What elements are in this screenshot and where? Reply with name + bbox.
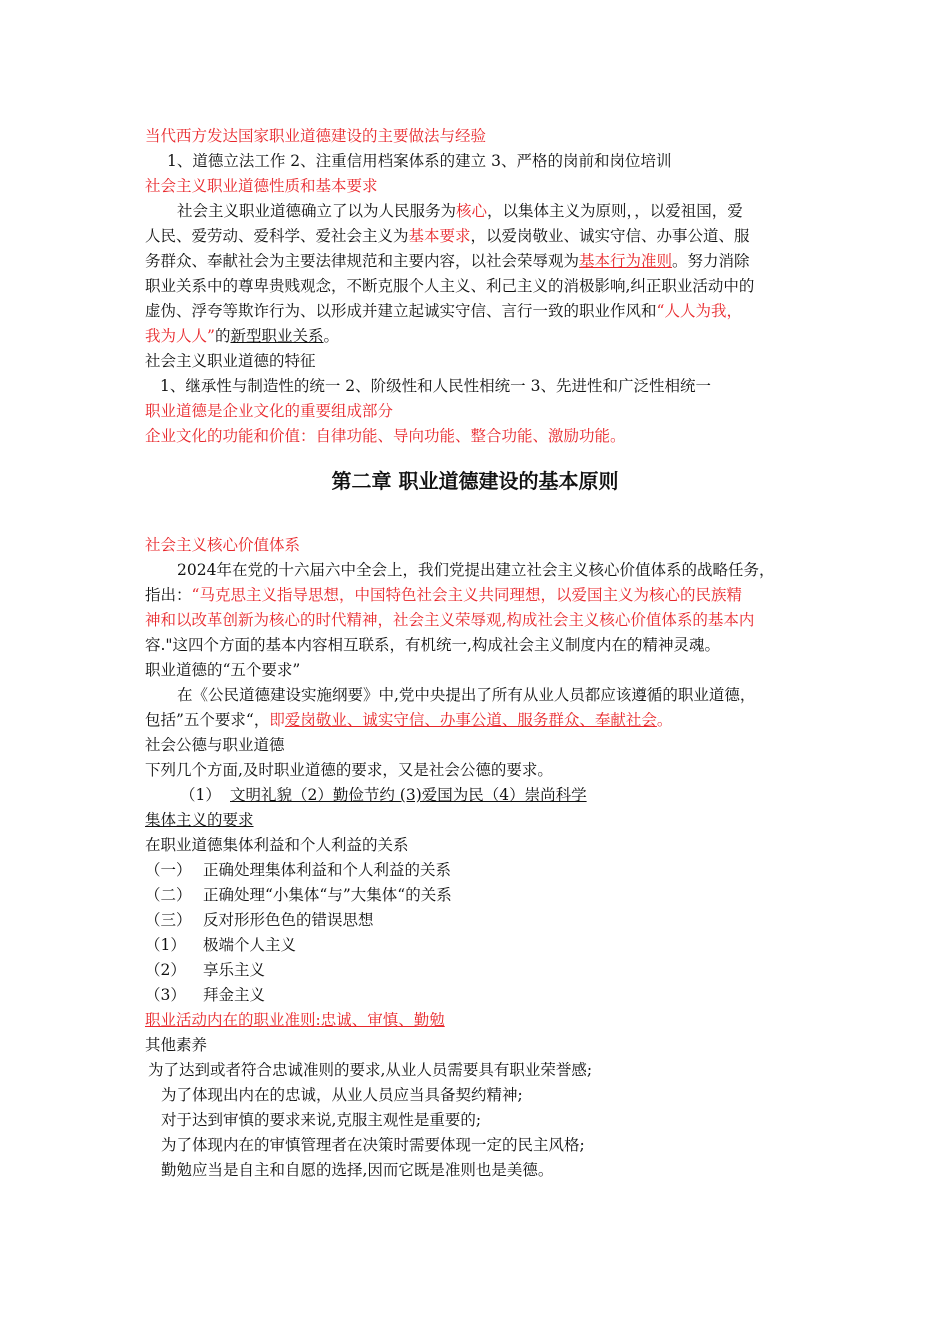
list-item: （三） 反对形形色色的错误思想 bbox=[145, 911, 374, 929]
highlight-text: 即 bbox=[269, 711, 285, 729]
section-heading-nature-requirements: 社会主义职业道德性质和基本要求 bbox=[145, 177, 378, 195]
section-heading-features: 社会主义职业道德的特征 bbox=[145, 352, 316, 370]
paragraph-line: 下列几个方面,及时职业道德的要求，又是社会公德的要求。 bbox=[145, 761, 553, 779]
paragraph-line: 务群众、奉献社会为主要法律规范和主要内容，以社会荣辱观为基本行为准则。努力消除 bbox=[145, 252, 750, 270]
paragraph-line: 为了达到或者符合忠诚准则的要求,从业人员需要具有职业荣誉感; bbox=[148, 1061, 593, 1079]
list-item: （一） 正确处理集体利益和个人利益的关系 bbox=[145, 861, 452, 879]
chapter-title: 第二章 职业道德建设的基本原则 bbox=[331, 469, 619, 493]
highlight-text: “马克思主义指导思想，中国特色社会主义共同理想，以爱国主义为核心的民族精 bbox=[191, 586, 742, 604]
paragraph-line: 对于达到审慎的要求来说,克服主观性是重要的; bbox=[161, 1111, 482, 1129]
section-heading-work-principles: 职业活动内在的职业准则:忠诚、审慎、勤勉 bbox=[145, 1011, 445, 1029]
section-heading-western-practices: 当代西方发达国家职业道德建设的主要做法与经验 bbox=[145, 127, 487, 145]
paragraph-line: 勤勉应当是自主和自愿的选择,因而它既是准则也是美德。 bbox=[161, 1161, 554, 1179]
highlight-text: 基本行为准则 bbox=[579, 252, 673, 270]
paragraph-line: 在职业道德集体利益和个人利益的关系 bbox=[145, 836, 409, 854]
list-item: （3） 拜金主义 bbox=[145, 986, 266, 1004]
highlight-text: 我为人人” bbox=[145, 327, 215, 345]
paragraph-line: 为了体现出内在的忠诚，从业人员应当具备契约精神; bbox=[161, 1086, 523, 1104]
paragraph-line: 我为人人”的新型职业关系。 bbox=[145, 327, 339, 345]
paragraph-line: 包括”五个要求“，即爱岗敬业、诚实守信、办事公道、服务群众、奉献社会。 bbox=[145, 711, 673, 729]
underlined-text: 新型职业关系 bbox=[230, 327, 324, 345]
paragraph-line: 在《公民道德建设实施纲要》中,党中央提出了所有从业人员都应该遵循的职业道德， bbox=[177, 686, 756, 704]
paragraph-line: 人民、爱劳动、爱科学、爱社会主义为基本要求，以爱岗敬业、诚实守信、办事公道、服 bbox=[145, 227, 750, 245]
features-list: 1、继承性与制造性的统一 2、阶级性和人民性相统一 3、先进性和广泛性相统一 bbox=[160, 377, 711, 395]
highlight-text: “人人为我， bbox=[656, 302, 742, 320]
section-heading-collectivism: 集体主义的要求 bbox=[145, 811, 254, 829]
section-heading-enterprise-culture: 职业道德是企业文化的重要组成部分 bbox=[145, 402, 394, 420]
section-heading-social-morality: 社会公德与职业道德 bbox=[145, 736, 285, 754]
paragraph-line: 容."这四个方面的基本内容相互联系，有机统一,构成社会主义制度内在的精神灵魂。 bbox=[145, 636, 720, 654]
section-heading-five-requirements: 职业道德的“五个要求” bbox=[145, 661, 301, 679]
list-item: （1） 文明礼貌（2）勤俭节约 (3)爱国为民（4）崇尚科学 bbox=[180, 786, 587, 804]
paragraph-line: 神和以改革创新为核心的时代精神，社会主义荣辱观,构成社会主义核心价值体系的基本内 bbox=[145, 611, 755, 629]
highlight-text: 爱岗敬业、诚实守信、办事公道、服务群众、奉献社会 bbox=[284, 711, 657, 729]
list-item: （1） 极端个人主义 bbox=[145, 936, 297, 954]
paragraph-line: 为了体现内在的审慎管理者在决策时需要体现一定的民主风格; bbox=[161, 1136, 585, 1154]
paragraph-line: 2024年在党的十六届六中全会上，我们党提出建立社会主义核心价值体系的战略任务， bbox=[177, 561, 775, 579]
paragraph-line: 虚伪、浮夸等欺诈行为、以形成并建立起诚实守信、言行一致的职业作风和“人人为我， bbox=[145, 302, 742, 320]
paragraph-line: 社会主义职业道德确立了以为人民服务为核心，以集体主义为原则，，以爱祖国，爱 bbox=[177, 202, 743, 220]
highlight-text: 基本要求 bbox=[408, 227, 471, 245]
highlight-text: 核心 bbox=[456, 202, 488, 220]
section-heading-core-values: 社会主义核心价值体系 bbox=[145, 536, 301, 554]
list-item: （2） 享乐主义 bbox=[145, 961, 266, 979]
western-practices-list: 1、道德立法工作 2、注重信用档案体系的建立 3、严格的岗前和岗位培训 bbox=[167, 152, 672, 170]
subheading-other-qualities: 其他素养 bbox=[145, 1036, 208, 1054]
paragraph-line: 指出：“马克思主义指导思想，中国特色社会主义共同理想，以爱国主义为核心的民族精 bbox=[145, 586, 742, 604]
list-item: （二） 正确处理“小集体“与”大集体“的关系 bbox=[145, 886, 452, 904]
enterprise-culture-functions: 企业文化的功能和价值：自律功能、导向功能、整合功能、激励功能。 bbox=[145, 427, 626, 445]
paragraph-line: 职业关系中的尊卑贵贱观念，不断克服个人主义、利己主义的消极影响,纠正职业活动中的 bbox=[145, 277, 755, 295]
